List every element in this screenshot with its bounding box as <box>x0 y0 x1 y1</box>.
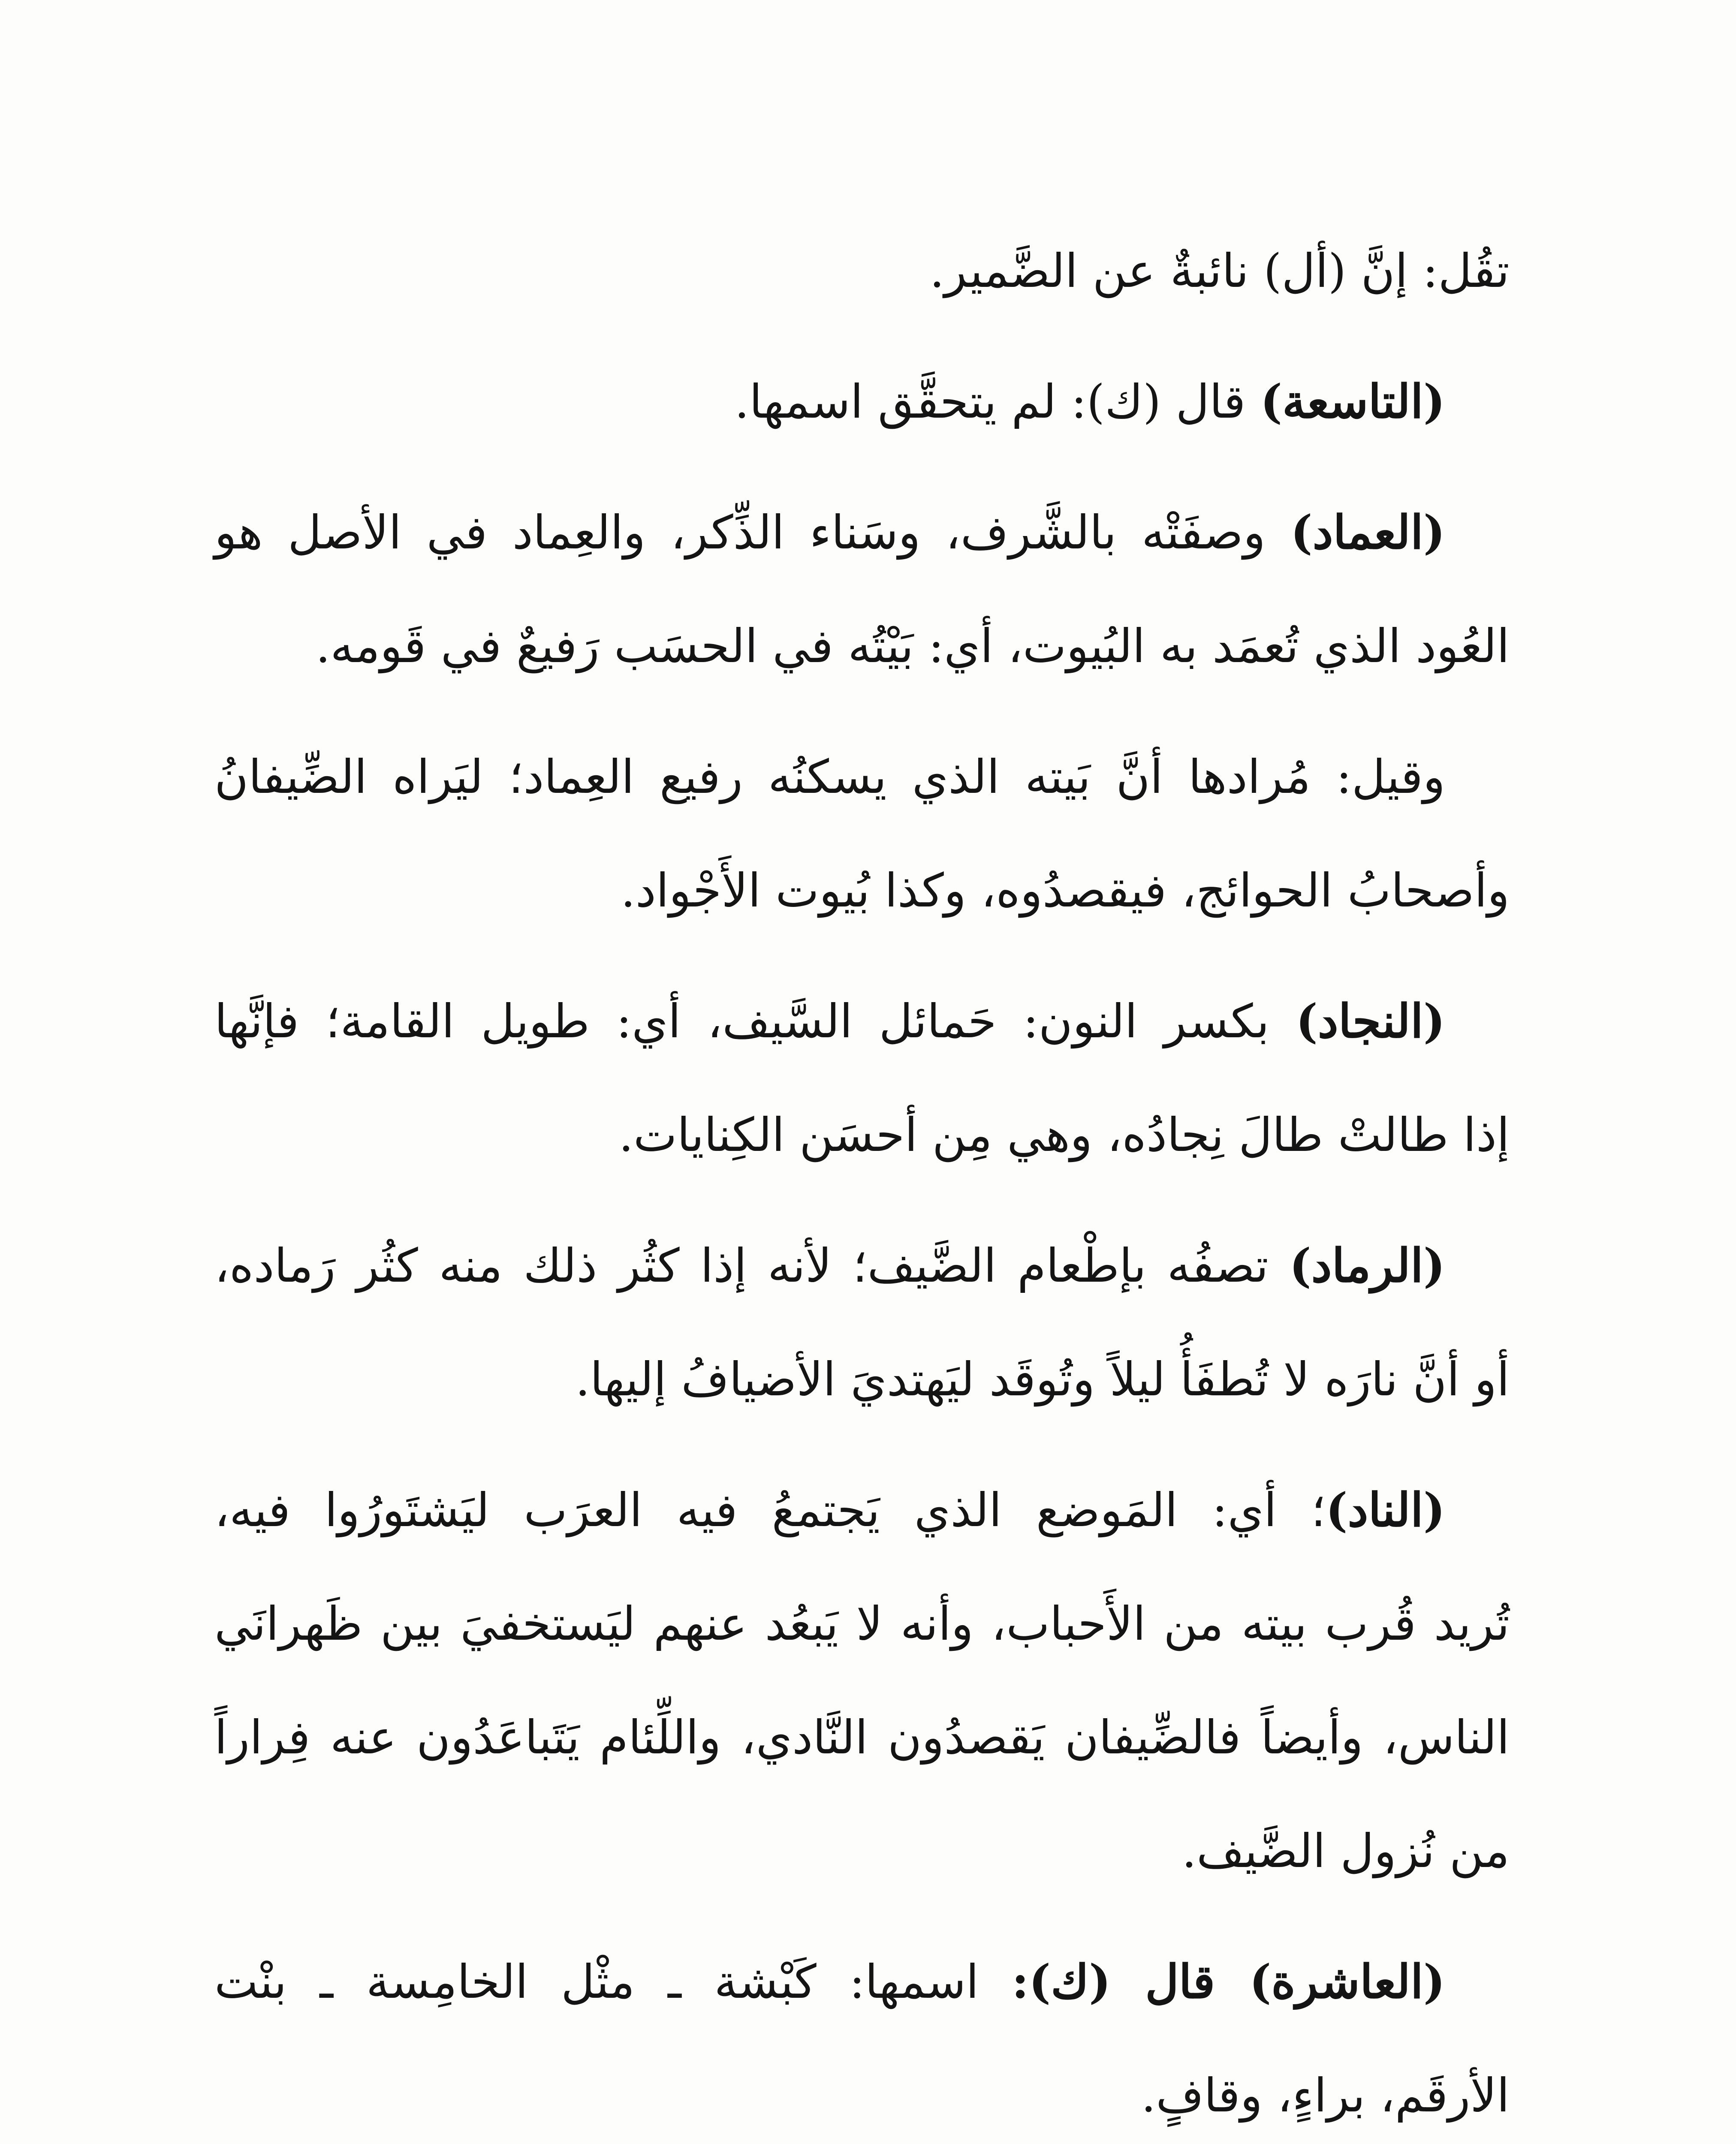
text-line <box>214 1323 1510 1436</box>
text-line <box>214 1925 1510 2039</box>
line-text: الأرقَم، براءٍ، وقافٍ. <box>1141 2069 1510 2123</box>
line-text: الناس، وأيضاً فالضِّيفان يَقصدُون النَّادي، واللِّئام يَتَباعَدُون عنه فِراراً <box>214 1711 1510 1765</box>
text-line <box>214 1454 1510 1567</box>
text-line <box>214 214 1510 328</box>
text-line <box>214 720 1510 834</box>
line-text: اسمها: كَبْشة ـ مثْل الخامِسة ـ بنْت <box>214 1955 1012 2009</box>
line-text: إذا طالتْ طالَ نِجادُه، وهي مِن أحسَن الكِنايات. <box>618 1108 1510 1162</box>
gloss-term: (العماد) <box>1290 506 1445 560</box>
line-text: العُود الذي تُعمَد به البُيوت، أي: بَيْتُه في الحسَب رَفيعٌ في قَومه. <box>315 620 1510 673</box>
text-line <box>214 590 1510 703</box>
line-text: قال (ك): لم يتحقَّق اسمها. <box>734 375 1260 429</box>
line-text: وصفَتْه بالشَّرف، وسَناء الذِّكر، والعِماد في الأصل هو <box>214 506 1291 560</box>
line-text: من نُزول الضَّيف. <box>1181 1825 1510 1878</box>
gloss-term: (الناد) <box>1326 1483 1445 1537</box>
line-text: تقُل: إنَّ (أل) نائبةٌ عن الضَّمير. <box>929 244 1510 298</box>
gloss-term: (العاشرة) قال (ك): <box>1012 1955 1445 2009</box>
line-text: تصفُه بإطْعام الضَّيف؛ لأنه إذا كثُر ذلك منه كثُر رَماده، <box>214 1239 1290 1293</box>
text-line <box>214 1795 1510 1908</box>
text-line <box>214 2039 1510 2144</box>
gloss-term: (التاسعة) <box>1260 375 1445 429</box>
text-line <box>214 1209 1510 1323</box>
text-line <box>214 1078 1510 1192</box>
line-text: ؛ أي: المَوضع الذي يَجتمعُ فيه العرَب ليَشتَورُوا فيه، <box>214 1484 1326 1537</box>
text-line <box>214 1681 1510 1795</box>
line-text: أو أنَّ نارَه لا تُطفَأُ ليلاً وتُوقَد ليَهتديَ الأضيافُ إليها. <box>575 1353 1510 1406</box>
text-line <box>214 1567 1510 1681</box>
gloss-term: (النجاد) <box>1296 994 1445 1048</box>
line-text: وقيل: مُرادها أنَّ بَيته الذي يسكنُه رفيع العِماد؛ ليَراه الضِّيفانُ <box>214 750 1445 804</box>
line-text: بكسر النون: حَمائل السَّيف، أي: طويل القامة؛ فإنَّها <box>214 995 1296 1048</box>
text-line <box>214 834 1510 948</box>
gloss-term: (الرماد) <box>1289 1239 1445 1293</box>
line-text: وأصحابُ الحوائج، فيقصدُوه، وكذا بُيوت الأَجْواد. <box>621 864 1510 918</box>
page-body <box>214 214 1510 2144</box>
line-text: تُريد قُرب بيته من الأَحباب، وأنه لا يَبعُد عنهم ليَستخفيَ بين ظَهرانَي <box>214 1597 1510 1651</box>
text-line <box>214 345 1510 459</box>
text-line <box>214 965 1510 1078</box>
text-line <box>214 476 1510 590</box>
